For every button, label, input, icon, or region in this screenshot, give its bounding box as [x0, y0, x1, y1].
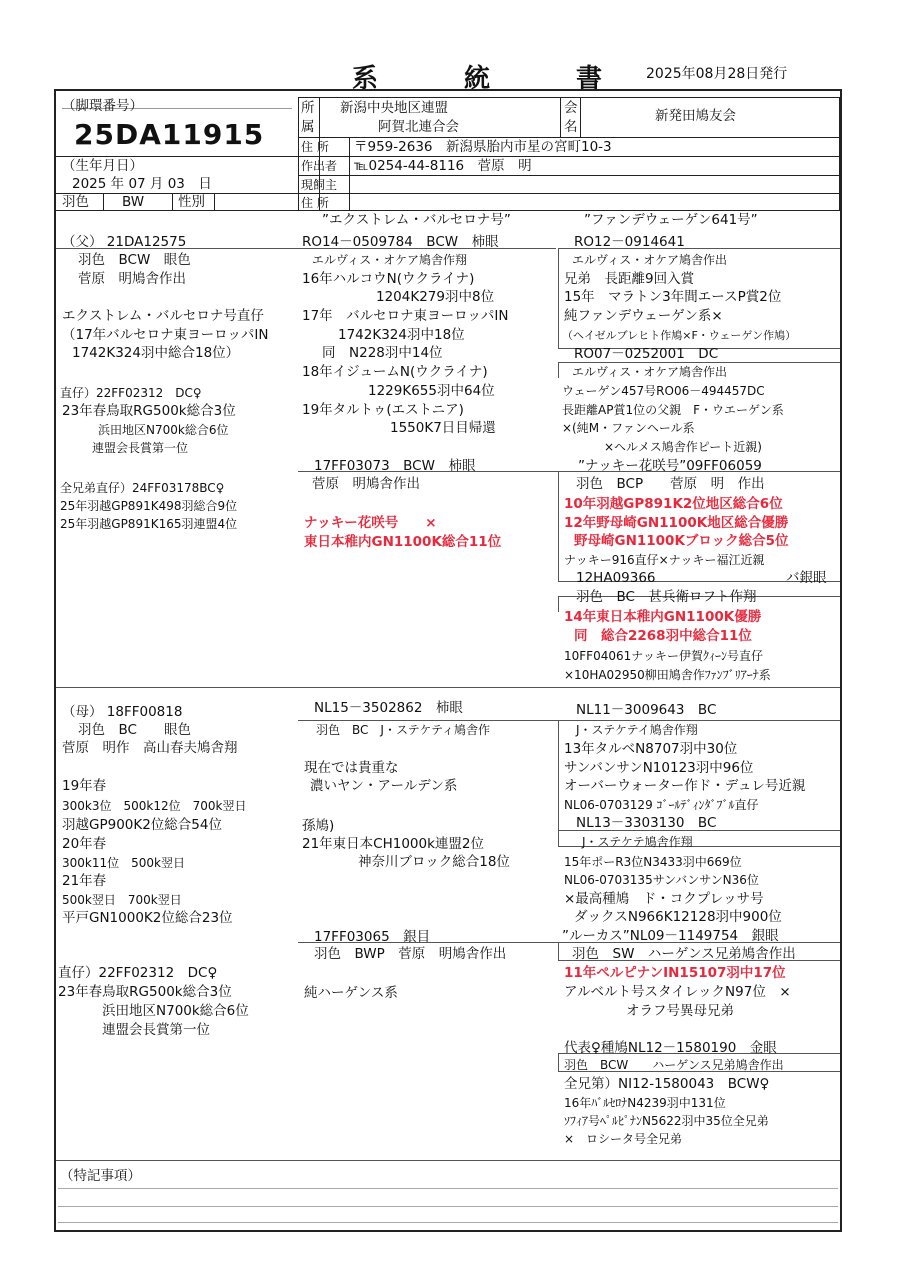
sire-sibling-note: 連盟会長賞第一位	[92, 441, 189, 455]
affiliation-label-2: 属	[301, 119, 315, 135]
dd-ring: 17FF03065 銀目	[314, 929, 431, 945]
dsd-ring: NL13－3303130 BC	[576, 815, 717, 831]
issuer-value: ℡0254-44-8116 菅原 明	[354, 158, 532, 174]
sire-note: （17年バルセロナ東ヨーロッパIN	[62, 327, 269, 343]
dam-breeder: 菅原 明作 高山春夫鳩舎翔	[62, 740, 238, 756]
ddd-note: × ロシータ号全兄弟	[564, 1132, 683, 1146]
dam-note: 300k11位 500k翌日	[62, 856, 185, 870]
sire-sibling-note: 25年羽越GP891K165羽連盟4位	[60, 517, 238, 531]
affiliation-label: 所	[301, 100, 315, 116]
dam-note: 300k3位 500k12位 700k翌日	[62, 799, 247, 813]
remarks-label: （特記事項）	[60, 1168, 141, 1184]
sds-note: ナッキー916直仔×ナッキー福江近親	[564, 553, 765, 567]
address-value: 〒959-2636 新潟県胎内市星の宮町10-3	[354, 139, 612, 155]
dam-note: 20年春	[62, 836, 107, 852]
ss-note: 19年タルトゥ(エストニア)	[302, 402, 464, 418]
dam-sibling: 直仔）22FF02312 DC♀	[58, 965, 218, 981]
sire-breeder: 菅原 明鳩舎作出	[78, 271, 186, 287]
dds-color: 羽色 SW ハーゲンス兄弟鳩舎作出	[572, 946, 796, 962]
owner-address-label: 住 所	[301, 196, 329, 210]
ssd-breeder: エルヴィス・オケア鳩舎作出	[572, 365, 728, 379]
ds-breeder: 羽色 BC J・ステケティ鳩舎作	[316, 723, 491, 737]
ss-note: 1550K7日目帰還	[390, 420, 496, 436]
sdd-ring-color: バ銀眼	[786, 570, 827, 586]
dss-note: サンバンサンN10123羽中96位	[564, 760, 754, 776]
ssd-ring: RO07－0252001 DC	[574, 346, 719, 362]
sire-label: （父） 21DA12575	[62, 234, 187, 250]
ss-note: 18年イジュームN(ウクライナ)	[302, 364, 488, 380]
ssd-note: 長距離AP賞1位の父親 F・ウエーゲン系	[562, 403, 784, 417]
dam-sibling-note: 23年春鳥取RG500k総合3位	[58, 984, 232, 1000]
issue-date: 2025年08月28日発行	[646, 66, 788, 82]
dam-note: 19年春	[62, 778, 107, 794]
ss-ring: RO14－0509784 BCW 柿眼	[302, 234, 499, 250]
birth-date-label: （生年月日）	[62, 158, 143, 174]
sire-color: 羽色 BCW 眼色	[78, 252, 191, 268]
issuer-label: 作出者	[301, 159, 338, 173]
affiliation-line2: 阿賀北連合会	[378, 119, 459, 135]
sss-note: 15年 マラトン3年間エースP賞2位	[564, 289, 782, 305]
dsd-note: 15年ポーR3位N3433羽中669位	[564, 855, 742, 869]
dss-note: オーバーウォーター作ド・デュレ号近親	[564, 778, 806, 794]
ssd-note: ×(純M・ファンヘール系	[562, 421, 695, 435]
club-label-2: 名	[564, 119, 578, 135]
color-label: 羽色	[62, 194, 89, 210]
ddd-note: 全兄第）NI12-1580043 BCW♀	[564, 1076, 770, 1092]
sire-sibling: 直仔）22FF02312 DC♀	[60, 386, 202, 400]
ss-note: 17年 バルセロナ東ヨーロッパIN	[302, 308, 509, 324]
dam-color: 羽色 BC 眼色	[78, 722, 191, 738]
dsd-note: NL06-0703135サンバンサンN36位	[564, 873, 759, 887]
sire-sibling-note: 浜田地区N700k総合6位	[98, 423, 229, 437]
ds-note: 濃いヤン・アールデン系	[310, 778, 458, 794]
dsd-note: ダックスN966K12128羽中900位	[574, 909, 782, 925]
dd-note: 純ハーゲンス系	[304, 985, 398, 1001]
ddd-note: ｿﾌｨｱ号ﾍﾟﾙﾋﾟﾅﾝN5622羽中35位全兄弟	[564, 1114, 769, 1128]
dds-note: アルベルト号スタイレックN97位 ×	[564, 984, 791, 1000]
dam-note: 羽越GP900K2位総合54位	[62, 817, 222, 833]
sss-ring: RO12－0914641	[574, 234, 685, 250]
sd-red-note: 東日本稚内GN1100K総合11位	[304, 534, 502, 550]
sds-name: ”ナッキー花咲号”09FF06059	[578, 458, 762, 474]
dds-red-note: 11年ペルピナンIN15107羽中17位	[564, 965, 786, 981]
dss-note: NL06-0703129 ｺﾞｰﾙﾃﾞｨﾝﾀﾞﾌﾞﾙ直仔	[564, 798, 759, 812]
sd-breeder: 菅原 明鳩舎作出	[312, 476, 420, 492]
sdd-note: 10FF04061ナッキー伊賀ｸｨｰﾝ号直仔	[564, 649, 764, 663]
sdd-color: 羽色 BC 甚兵衛ロフト作翔	[576, 589, 757, 605]
affiliation-line1: 新潟中央地区連盟	[340, 100, 448, 116]
ss-note: 同 N228羽中14位	[322, 345, 443, 361]
ss-name: ”エクストレム・バルセロナ号”	[322, 212, 511, 228]
ss-note: 16年ハルコウN(ウクライナ)	[302, 271, 475, 287]
dsd-breeder: J・ステケテ鳩舎作翔	[582, 835, 693, 849]
dss-ring: NL11－3009643 BC	[576, 702, 717, 718]
sd-ring: 17FF03073 BCW 柿眼	[314, 458, 476, 474]
dds-note: オラフ号異母兄弟	[626, 1003, 734, 1019]
document-title: 系 統 書	[352, 64, 633, 94]
ddd-color: 羽色 BCW ハーゲンス兄弟鳩舎作出	[564, 1058, 784, 1072]
birth-date: 2025 年 07 月 03 日	[72, 176, 212, 192]
sire-note: エクストレム・バルセロナ号直仔	[62, 308, 264, 324]
dd-color: 羽色 BWP 菅原 明鳩舎作出	[314, 946, 507, 962]
dds-note: 代表♀種鳩NL12－1580190 金眼	[564, 1040, 777, 1056]
ddd-note: 16年ﾊﾞﾙｾﾛﾅN4239羽中131位	[564, 1096, 726, 1110]
address-label: 住 所	[301, 140, 329, 154]
sire-sibling-note: 25年羽越GP891K498羽総合9位	[60, 499, 238, 513]
sdd-ring: 12HA09366	[576, 570, 656, 586]
ssd-note: ×ヘルメス鳩舎作ピート近親)	[604, 440, 762, 454]
dam-note: 500k翌日 700k翌日	[62, 893, 182, 907]
sdd-note: ×10HA02950柳田鳩舎作ﾌｧﾝﾌﾞﾘｱｰﾅ系	[564, 668, 771, 682]
sire-sibling: 全兄弟直仔）24FF03178BC♀	[60, 481, 225, 495]
dam-note: 21年春	[62, 873, 107, 889]
dds-name: ”ルーカス”NL09－1149754 銀眼	[562, 928, 779, 944]
sss-note: 純ファンデウェーゲン系×	[564, 308, 723, 324]
dss-breeder: J・ステケテイ鳩舎作翔	[576, 723, 698, 737]
ring-number: 25DA11915	[74, 118, 265, 151]
sss-breeder: エルヴィス・オケア鳩舎作出	[572, 253, 728, 267]
sss-note: （ヘイゼルブレヒト作鳩×F・ウェーゲン作鳩）	[562, 329, 797, 342]
dss-note: 13年タルベN8707羽中30位	[564, 741, 738, 757]
ssd-note: ウェーゲン457号RO06－494457DC	[562, 384, 765, 398]
ss-note: 1204K279羽中8位	[376, 289, 495, 305]
sds-red-note: 12年野母崎GN1100K地区総合優勝	[564, 515, 789, 531]
sire-note: 1742K324羽中総合18位）	[72, 345, 240, 361]
dam-label: （母） 18FF00818	[62, 704, 183, 720]
ss-note: 1229K655羽中64位	[368, 383, 495, 399]
sss-name: ”ファンデウェーゲン641号”	[584, 212, 758, 228]
sdd-red-note: 同 総合2268羽中総合11位	[574, 628, 752, 644]
dam-sibling-note: 連盟会長賞第一位	[102, 1022, 210, 1038]
ds-note: 神奈川ブロック総合18位	[358, 854, 510, 870]
ds-note: 21年東日本CH1000k連盟2位	[302, 836, 485, 852]
sss-note: 兄弟 長距離9回入賞	[564, 271, 695, 287]
club-name: 新発田鳩友会	[655, 108, 736, 124]
sds-red-note: 10年羽越GP891K2位地区総合6位	[564, 496, 783, 512]
color-value: BW	[122, 194, 145, 210]
sex-label: 性別	[178, 194, 205, 210]
sd-red-note: ナッキー花咲号 ×	[304, 515, 437, 531]
dsd-note: ×最高種鳩 ド・コクプレッサ号	[564, 891, 764, 907]
ss-note: 1742K324羽中18位	[338, 327, 465, 343]
dam-note: 平戸GN1000K2位総合23位	[62, 910, 233, 926]
ds-ring: NL15－3502862 柿眼	[314, 700, 463, 716]
sire-sibling-note: 23年春鳥取RG500k総合3位	[62, 403, 236, 419]
sds-color: 羽色 BCP 菅原 明 作出	[576, 476, 765, 492]
sds-red-note: 野母崎GN1100Kブロック総合5位	[574, 533, 789, 549]
owner-label: 現飼主	[301, 178, 338, 192]
club-label: 会	[564, 100, 578, 116]
ds-note: 現在では貴重な	[304, 760, 399, 776]
ds-note: 孫鳩)	[302, 818, 335, 834]
sdd-red-note: 14年東日本稚内GN1100K優勝	[564, 609, 762, 625]
ring-number-label: （脚環番号）	[62, 98, 143, 114]
ss-breeder: エルヴィス・オケア鳩舎作翔	[312, 253, 468, 267]
dam-sibling-note: 浜田地区N700k総合6位	[102, 1003, 249, 1019]
